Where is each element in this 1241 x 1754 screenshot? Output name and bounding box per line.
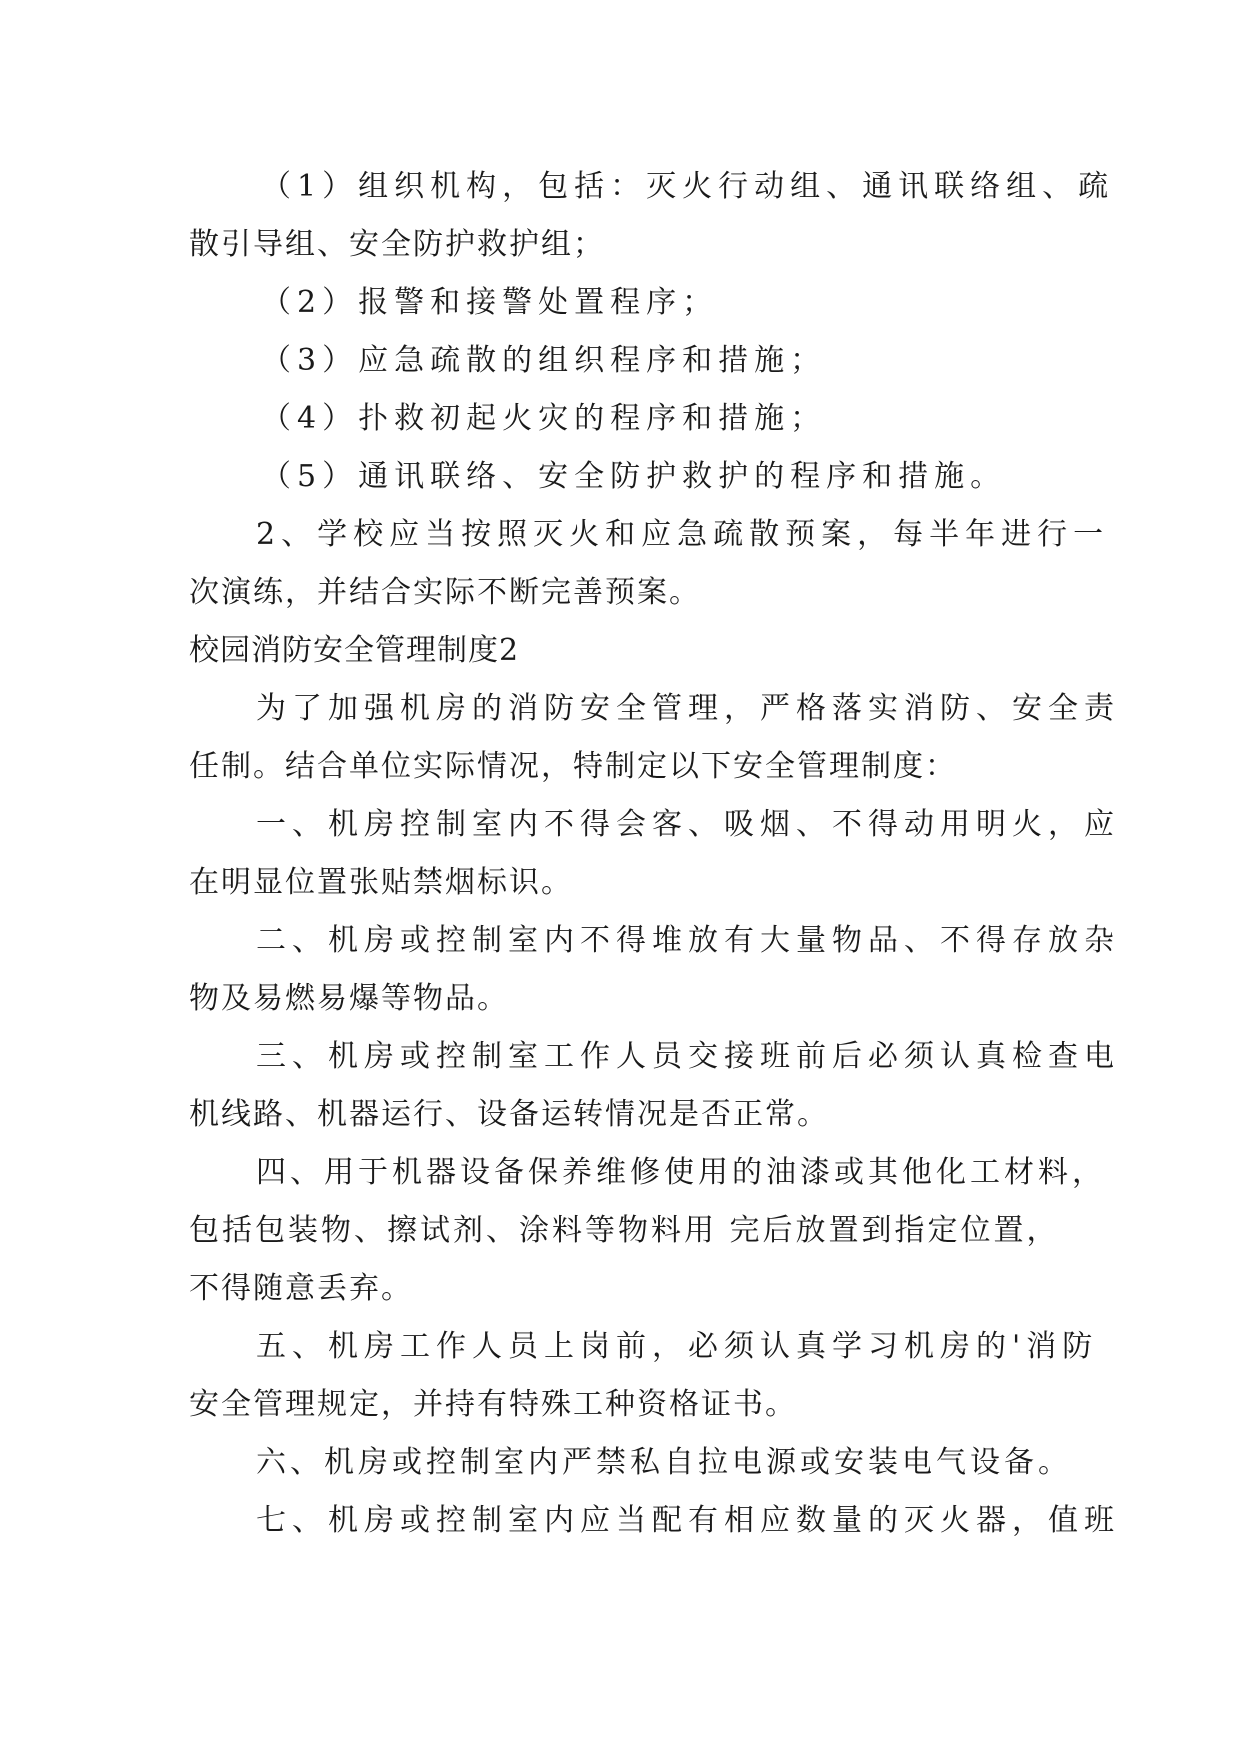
rule-4: 四、用于机器设备保养维修使用的油漆或其他化工材料， <box>256 1155 1106 1190</box>
paragraph-drill: 2、学校应当按照灭火和应急疏散预案，每半年进行一 <box>256 517 1110 552</box>
rule-4-continuation-2: 不得随意丢弃。 <box>189 1271 413 1306</box>
paragraph-intro-continuation: 任制。结合单位实际情况，特制定以下安全管理制度： <box>189 749 957 784</box>
list-item-1: （1）组织机构，包括：灭火行动组、通讯联络组、疏 <box>261 169 1115 204</box>
rule-5-continuation: 安全管理规定，并持有特殊工种资格证书。 <box>189 1387 797 1422</box>
rule-1-continuation: 在明显位置张贴禁烟标识。 <box>189 865 573 900</box>
rule-7: 七、机房或控制室内应当配有相应数量的灭火器，值班 <box>256 1503 1120 1538</box>
rule-3: 三、机房或控制室工作人员交接班前后必须认真检查电 <box>256 1039 1120 1074</box>
rule-2-continuation: 物及易燃易爆等物品。 <box>189 981 509 1016</box>
list-item-5: （5）通讯联络、安全防护救护的程序和措施。 <box>261 459 1007 494</box>
list-item-1-continuation: 散引导组、安全防护救护组； <box>189 227 605 262</box>
document-body <box>189 158 1120 1550</box>
paragraph-drill-continuation: 次演练，并结合实际不断完善预案。 <box>189 575 701 610</box>
rule-2: 二、机房或控制室内不得堆放有大量物品、不得存放杂 <box>256 923 1120 958</box>
list-item-3: （3）应急疏散的组织程序和措施； <box>261 343 827 378</box>
list-item-4: （4）扑救初起火灾的程序和措施； <box>261 401 827 436</box>
paragraph-intro: 为了加强机房的消防安全管理，严格落实消防、安全责 <box>256 691 1120 726</box>
rule-4-continuation-1: 包括包装物、擦试剂、涂料等物料用 完后放置到指定位置， <box>189 1213 1060 1248</box>
rule-1: 一、机房控制室内不得会客、吸烟、不得动用明火，应 <box>256 807 1120 842</box>
rule-5: 五、机房工作人员上岗前，必须认真学习机房的'消防 <box>256 1329 1099 1364</box>
rule-3-continuation: 机线路、机器运行、设备运转情况是否正常。 <box>189 1097 829 1132</box>
list-item-2: （2）报警和接警处置程序； <box>261 285 719 320</box>
rule-6: 六、机房或控制室内严禁私自拉电源或安装电气设备。 <box>256 1445 1072 1480</box>
section-heading: 校园消防安全管理制度2 <box>189 633 520 668</box>
